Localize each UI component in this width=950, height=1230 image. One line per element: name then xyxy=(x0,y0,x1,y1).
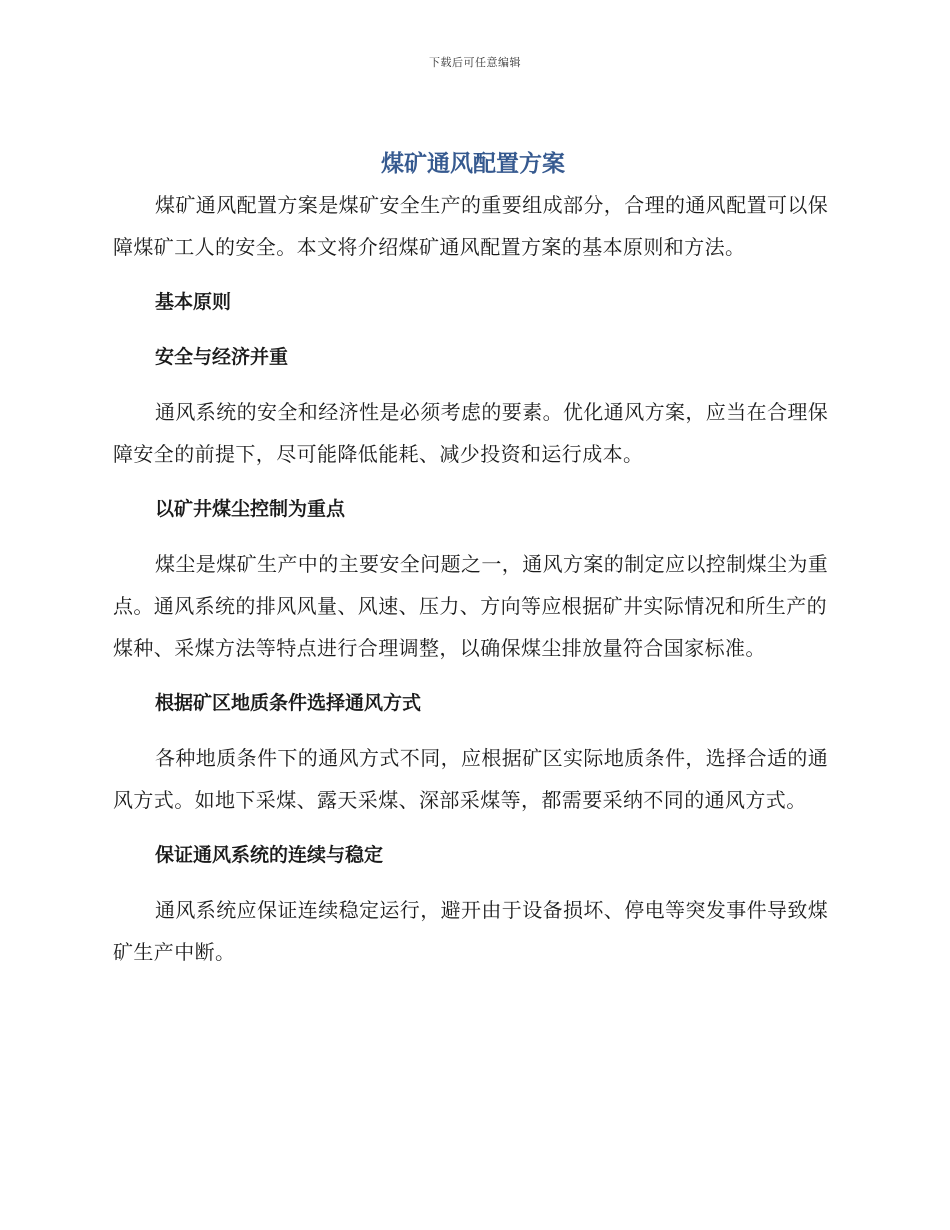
subsection-heading-geology: 根据矿区地质条件选择通风方式 xyxy=(155,692,422,714)
subsection-body-geology: 各种地质条件下的通风方式不同，应根据矿区实际地质条件，选择合适的通风方式。如地下采煤、露天采煤、深部采煤等，都需要采纳不同的通风方式。 xyxy=(113,746,829,812)
subsection-body-continuity: 通风系统应保证连续稳定运行，避开由于设备损坏、停电等突发事件导致煤矿生产中断。 xyxy=(113,898,829,964)
subsection-heading-safety-economy: 安全与经济并重 xyxy=(155,346,289,368)
section-heading-basic-principles: 基本原则 xyxy=(155,291,232,313)
page-header-note: 下载后可任意编辑 xyxy=(429,56,521,69)
intro-paragraph: 煤矿通风配置方案是煤矿安全生产的重要组成部分，合理的通风配置可以保障煤矿工人的安全。本文将介绍煤矿通风配置方案的基本原则和方法。 xyxy=(113,193,829,259)
document-title: 煤矿通风配置方案 xyxy=(381,151,565,177)
document-body xyxy=(113,144,833,973)
subsection-body-safety-economy: 通风系统的安全和经济性是必须考虑的要素。优化通风方案，应当在合理保障安全的前提下，尽可能降低能耗、减少投资和运行成本。 xyxy=(113,400,829,466)
subsection-heading-continuity: 保证通风系统的连续与稳定 xyxy=(155,844,384,866)
subsection-heading-dust-control: 以矿井煤尘控制为重点 xyxy=(155,498,346,520)
subsection-body-dust-control: 煤尘是煤矿生产中的主要安全问题之一，通风方案的制定应以控制煤尘为重点。通风系统的排风风量、风速、压力、方向等应根据矿井实际情况和所生产的煤种、采煤方法等特点进行合理调整，以确保煤尘排放量符合国家标准。 xyxy=(113,552,829,660)
